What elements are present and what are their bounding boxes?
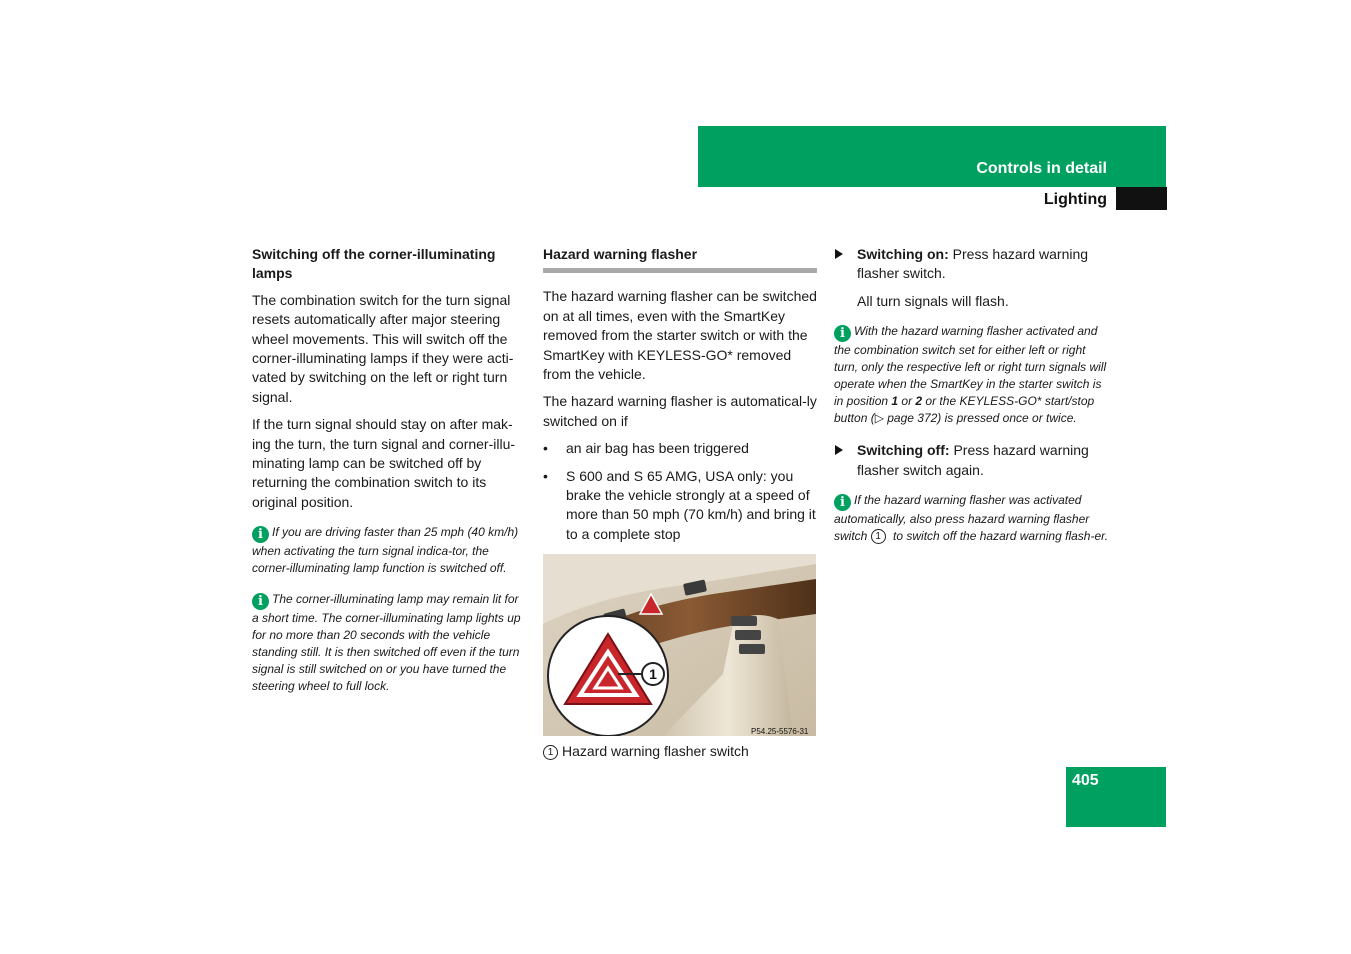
- action-result: All turn signals will flash.: [857, 292, 1009, 309]
- hazard-switch-photo: [543, 554, 816, 736]
- note-text: to switch off the hazard warning flash-er.: [889, 529, 1109, 544]
- action-text: Press hazard warning flasher switch again.: [857, 442, 1089, 478]
- action-switch-off: [834, 441, 1109, 480]
- paragraph: The combination switch for the turn signal resets automatically after major steering wheel movements. This will switch off the corner-illuminating lamps if they were acti-vated by switching on the left or right turn signal.: [252, 291, 514, 405]
- page-number: 405: [1072, 772, 1099, 789]
- column-2: [543, 245, 817, 762]
- note-text: The corner-illuminating lamp may remain lit for a short time. The corner-illuminating lamp lights up for no more than 20 seconds with the vehicle standing still. It is then switched off even if the turn signal is still switched on or you have turned the steering wheel to full lock.: [252, 592, 521, 694]
- subsection-title: Lighting: [1043, 191, 1107, 208]
- info-note: [252, 524, 527, 577]
- corner-lamps-heading: Switching off the corner-illuminating lamps: [252, 246, 496, 282]
- list-item: • S 600 and S 65 AMG, USA only: you brake the vehicle strongly at a speed of more than 50 mph (70 km/h) and bring it to a complete stop: [543, 467, 817, 545]
- photo-illustration: [543, 554, 816, 736]
- note-text: If the hazard warning flasher was activated automatically, also press hazard warning flasher switch: [834, 493, 1090, 544]
- action-label: Switching on:: [857, 246, 949, 262]
- paragraph: If the turn signal should stay on after mak-ing the turn, the turn signal and corner-illu-minating lamp can be switched off by returning the combination switch to its original position.: [252, 416, 516, 510]
- section-title: Controls in detail: [976, 160, 1107, 177]
- info-icon: i: [834, 325, 851, 342]
- figure-callout: 1: [649, 666, 657, 683]
- action-label: Switching off:: [857, 442, 950, 459]
- info-note: [834, 323, 1109, 427]
- arrow-icon: [835, 445, 843, 455]
- caption-text: Hazard warning flasher switch: [562, 743, 749, 760]
- action-text: Press hazard warning flasher switch.: [857, 246, 1089, 282]
- note-text: With the hazard warning flasher activated and the combination switch set for either left or right turn, only the respective left or right turn signals will operate when the SmartKey in the starter switch is in position: [834, 324, 1107, 409]
- paragraph: The hazard warning flasher can be switched on at all times, even with the SmartKey removed from the starter switch or with the SmartKey with KEYLESS-GO* removed from the vehicle.: [543, 288, 817, 383]
- column-1: [252, 245, 527, 709]
- note-text: or the KEYLESS-GO* start/stop button (▷ page 372) is pressed once or twice.: [834, 394, 1095, 426]
- position-2: 2: [915, 394, 923, 409]
- info-icon: i: [834, 494, 851, 511]
- info-icon: i: [252, 526, 269, 543]
- info-note: [252, 591, 527, 695]
- info-icon: i: [252, 593, 269, 610]
- hazard-heading: Hazard warning flasher: [543, 245, 817, 273]
- info-note: [834, 492, 1109, 545]
- note-text: If you are driving faster than 25 mph (40 km/h) when activating the turn signal indica-tor, the corner-illuminating lamp function is switched off.: [252, 525, 519, 576]
- position-1: 1: [891, 394, 899, 409]
- header-marker: [1116, 187, 1167, 210]
- figure-caption: [543, 742, 817, 761]
- arrow-icon: [835, 249, 843, 259]
- figure-code: P54.25-5576-31: [751, 727, 809, 737]
- note-text: or: [898, 394, 916, 409]
- action-switch-on: [834, 245, 1109, 284]
- column-3: [834, 245, 1109, 559]
- callout-number: 1: [543, 745, 558, 760]
- list-item: • an air bag has been triggered: [543, 439, 817, 458]
- callout-number: 1: [871, 529, 886, 544]
- paragraph: The hazard warning flasher is automatical-ly switched on if: [543, 393, 817, 429]
